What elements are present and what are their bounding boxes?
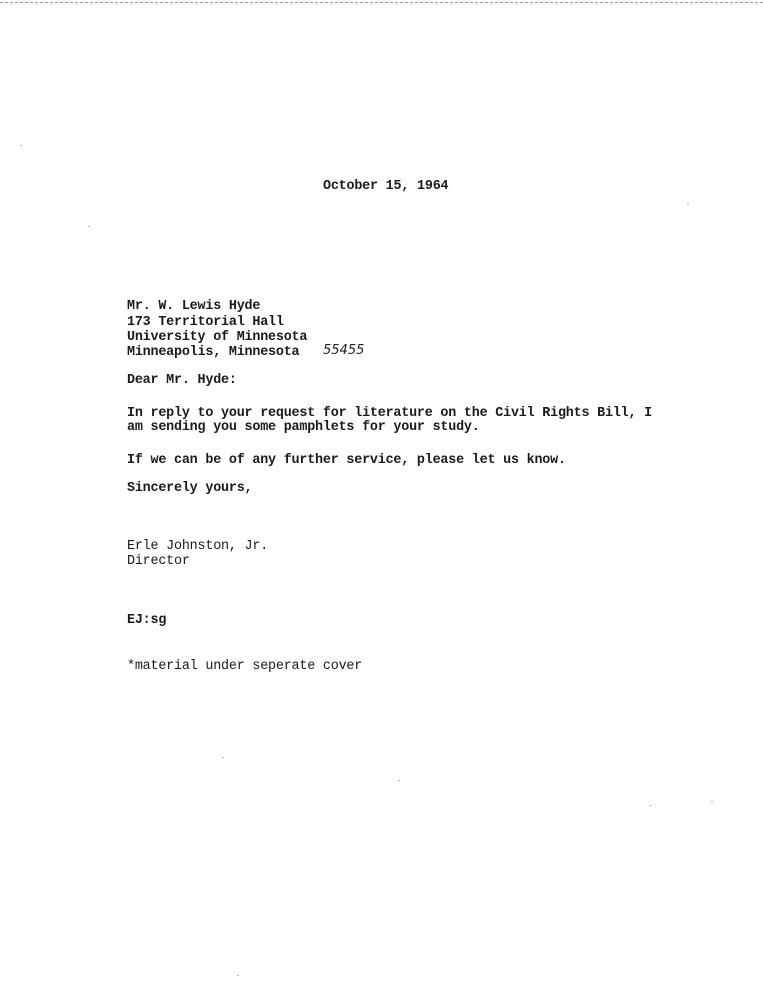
recipient-city-state: Minneapolis, Minnesota xyxy=(127,345,300,360)
reference-initials: EJ:sg xyxy=(127,613,167,628)
scan-speck xyxy=(650,805,652,806)
body-paragraph1-line2: am sending you some pamphlets for your study. xyxy=(127,420,480,435)
recipient-zip-handwritten: 55455 xyxy=(323,343,365,358)
signature-name: Erle Johnston, Jr. xyxy=(127,539,269,554)
scan-speck xyxy=(398,780,400,781)
letter-date: October 15, 1964 xyxy=(323,179,449,194)
recipient-name: Mr. W. Lewis Hyde xyxy=(127,299,261,314)
scan-edge-line xyxy=(0,2,763,3)
salutation: Dear Mr. Hyde: xyxy=(127,373,237,388)
recipient-address-line2: University of Minnesota xyxy=(127,330,308,345)
enclosure-note: *material under seperate cover xyxy=(127,659,363,674)
scan-speck xyxy=(88,226,90,227)
body-paragraph1-line1: In reply to your request for literature on the Civil Rights Bill, I xyxy=(127,406,652,421)
body-paragraph2: If we can be of any further service, please let us know. xyxy=(127,453,566,468)
scan-speck xyxy=(711,801,713,802)
scan-speck xyxy=(237,975,239,976)
scan-speck xyxy=(222,757,224,758)
signature-title: Director xyxy=(127,554,190,569)
recipient-address-line1: 173 Territorial Hall xyxy=(127,315,284,330)
scan-speck xyxy=(20,145,22,146)
closing: Sincerely yours, xyxy=(127,481,253,496)
scan-speck xyxy=(687,203,689,204)
